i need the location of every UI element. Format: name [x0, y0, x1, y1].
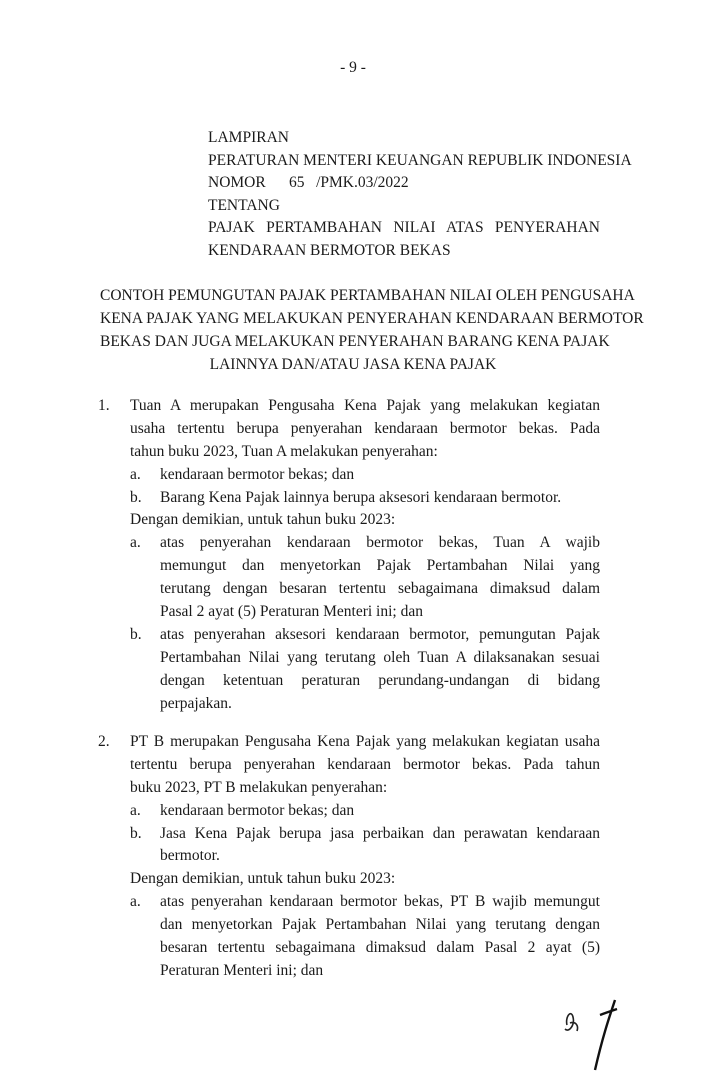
intro-line: buku 2023, PT B melakukan penyerahan:: [130, 778, 388, 796]
text-line: memungut dan menyetorkan Pajak Pertambahan Nilai yang: [160, 557, 600, 575]
document-title: [100, 285, 644, 377]
sub-item-letter: a.: [130, 465, 141, 483]
conclusion-line: Dengan demikian, untuk tahun buku 2023:: [130, 870, 396, 888]
item-body: [130, 731, 600, 983]
example-item-2: [98, 731, 600, 983]
text-line: dan menyetorkan Pajak Pertambahan Nilai yang terutang dengan: [160, 916, 600, 934]
sub-item-letter: b.: [130, 488, 142, 506]
example-item-1: [98, 395, 600, 715]
sub-list-item: [130, 891, 600, 983]
text-line: Pertambahan Nilai yang terutang oleh Tuan A dilaksanakan sesuai: [160, 648, 600, 666]
conclusion-line: Dengan demikian, untuk tahun buku 2023:: [130, 511, 396, 529]
text-line: atas penyerahan aksesori kendaraan bermotor, pemungutan Pajak: [160, 625, 600, 643]
sub-list-item: [130, 532, 600, 624]
sub-item-letter: a.: [130, 801, 141, 819]
text-line: atas penyerahan kendaraan bermotor bekas, PT B wajib memungut: [160, 893, 600, 911]
header-line: NOMOR 65 /PMK.03/2022: [208, 174, 409, 192]
text-line: dengan ketentuan peraturan perundang-undangan di bidang: [160, 671, 600, 689]
text-line: kendaraan bermotor bekas; dan: [160, 801, 355, 819]
text-line: bermotor.: [160, 847, 220, 865]
header-line: KENDARAAN BERMOTOR BEKAS: [208, 241, 451, 259]
text-line: Peraturan Menteri ini; dan: [160, 961, 324, 979]
title-line: BEKAS DAN JUGA MELAKUKAN PENYERAHAN BARANG KENA PAJAK: [100, 332, 610, 350]
sub-item-text: [160, 800, 600, 823]
sub-list-item: [130, 487, 600, 510]
header-line: PERATURAN MENTERI KEUANGAN REPUBLIK INDONESIA: [208, 151, 632, 169]
sub-item-letter: b.: [130, 625, 142, 643]
text-line: Barang Kena Pajak lainnya berupa aksesori kendaraan bermotor.: [160, 488, 562, 506]
sub-list-item: [130, 624, 600, 716]
intro-line: tahun buku 2023, Tuan A melakukan penyerahan:: [130, 442, 438, 460]
text-line: kendaraan bermotor bekas; dan: [160, 465, 355, 483]
sub-list-item: [130, 823, 600, 869]
sub-item-text: [160, 823, 600, 869]
title-line: KENA PAJAK YANG MELAKUKAN PENYERAHAN KENDARAAN BERMOTOR: [100, 309, 644, 327]
item-number: 2.: [98, 733, 110, 750]
text-line: atas penyerahan kendaraan bermotor bekas, Tuan A wajib: [160, 534, 600, 552]
sub-item-text: [160, 532, 600, 624]
intro-line: tertentu berupa penyerahan kendaraan bermotor bekas. Pada tahun: [130, 755, 600, 773]
sub-item-text: [160, 487, 600, 510]
page-number: - 9 -: [340, 59, 366, 76]
sub-item-letter: a.: [130, 893, 141, 911]
sub-item-text: [160, 464, 600, 487]
initials-signature: [555, 995, 625, 1075]
text-line: perpajakan.: [160, 694, 232, 712]
text-line: Jasa Kena Pajak berupa jasa perbaikan dan perawatan kendaraan: [160, 824, 600, 842]
sub-list-item: [130, 800, 600, 823]
intro-line: Tuan A merupakan Pengusaha Kena Pajak yang melakukan kegiatan: [130, 397, 600, 414]
sub-item-letter: a.: [130, 534, 141, 552]
sub-item-text: [160, 891, 600, 983]
intro-line: usaha tertentu berupa penyerahan kendaraan bermotor bekas. Pada: [130, 419, 600, 437]
sub-item-text: [160, 624, 600, 716]
text-line: terutang dengan besaran tertentu sebagaimana dimaksud dalam: [160, 580, 600, 598]
sub-item-letter: b.: [130, 824, 142, 842]
title-line: CONTOH PEMUNGUTAN PAJAK PERTAMBAHAN NILAI OLEH PENGUSAHA: [100, 287, 635, 304]
item-body: [130, 395, 600, 715]
title-line: LAINNYA DAN/ATAU JASA KENA PAJAK: [209, 355, 497, 373]
text-line: Pasal 2 ayat (5) Peraturan Menteri ini; dan: [160, 603, 423, 621]
header-line: PAJAK PERTAMBAHAN NILAI ATAS PENYERAHAN: [208, 219, 600, 237]
text-line: besaran tertentu sebagaimana dimaksud dalam Pasal 2 ayat (5): [160, 939, 600, 957]
header-line: TENTANG: [208, 196, 280, 214]
intro-line: PT B merupakan Pengusaha Kena Pajak yang melakukan kegiatan usaha: [130, 733, 600, 750]
header-line: LAMPIRAN: [208, 129, 289, 146]
item-number: 1.: [98, 397, 110, 414]
sub-list-item: [130, 464, 600, 487]
attachment-header: [208, 127, 632, 263]
